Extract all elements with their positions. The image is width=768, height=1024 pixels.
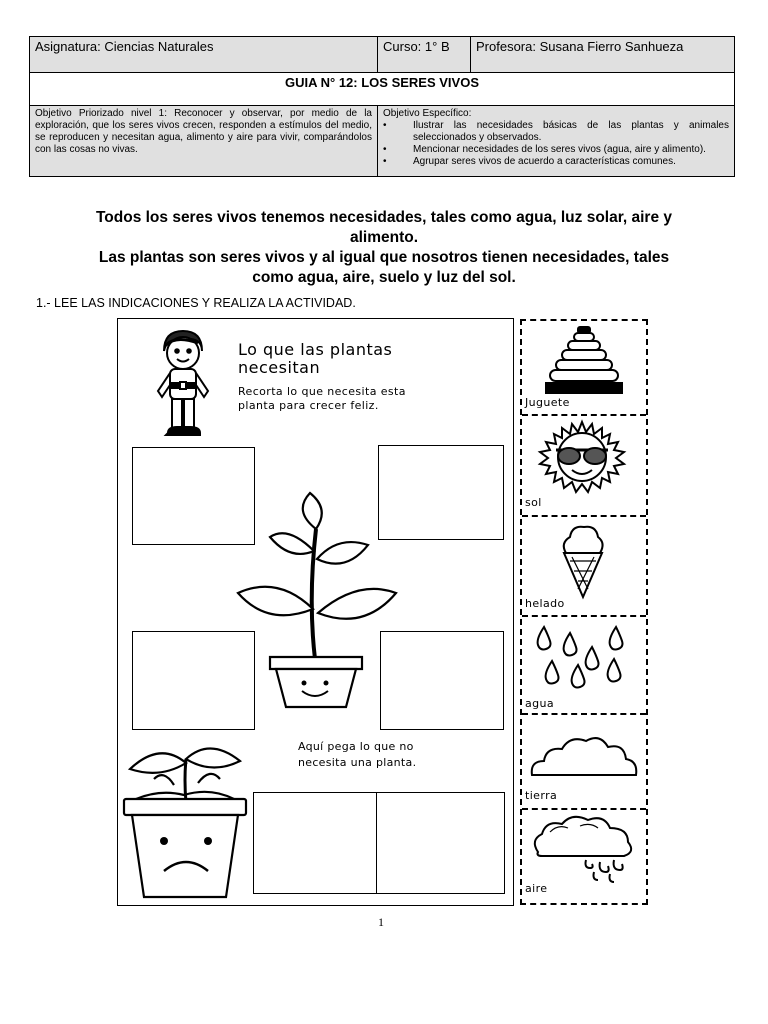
paste-instruction-line: Aquí pega lo que no (298, 740, 414, 753)
paste-instruction (298, 739, 416, 771)
worksheet-instruction-line: planta para crecer feliz. (238, 399, 379, 412)
cutout-label: aire (525, 882, 548, 895)
objective-item-text: Ilustrar las necesidades básicas de las plantas y animales seleccionados y observados. (413, 120, 729, 143)
worksheet-title-line: necesitan (238, 358, 321, 377)
worksheet-title-line: Lo que las plantas (238, 340, 393, 359)
header-table (29, 36, 735, 177)
bullet: • (383, 144, 387, 155)
child-figure-icon (148, 327, 218, 443)
cutout-label: Juguete (525, 396, 570, 409)
paste-box[interactable] (376, 792, 505, 894)
subject-label: Asignatura: Ciencias Naturales (35, 39, 214, 54)
instruction-text: 1.- LEE LAS INDICACIONES Y REALIZA LA ACTIVIDAD. (36, 296, 356, 310)
sun-icon (536, 420, 628, 494)
paste-instruction-line: necesita una planta. (298, 756, 417, 769)
objective-item-text: Agrupar seres vivos de acuerdo a características comunes. (413, 156, 676, 167)
objective-item-text: Mencionar necesidades de los seres vivos (agua, aire y alimento). (413, 144, 706, 155)
intro-line: Las plantas son seres vivos y al igual que nosotros tienen necesidades, tales (98, 249, 670, 266)
cutout-card[interactable] (522, 517, 646, 617)
ice-cream-icon (558, 523, 608, 599)
cutout-strip (520, 319, 648, 905)
bullet: • (383, 156, 387, 167)
intro-paragraph (60, 208, 708, 288)
water-drops-icon (530, 623, 634, 695)
teacher-label: Profesora: Susana Fierro Sanhueza (476, 39, 684, 54)
wind-cloud-icon (528, 814, 640, 884)
cutout-label: tierra (525, 789, 558, 802)
intro-line: como agua, aire, suelo y luz del sol. (252, 269, 516, 286)
toy-stacker-icon (542, 325, 626, 397)
teacher-cell (471, 37, 735, 73)
objective-item (383, 120, 729, 144)
objective-priority: Objetivo Priorizado nivel 1: Reconocer y observar, por medio de la exploración, que los seres vivos crecen, responden a estímulos del medio, se reproducen y necesitan agua, alimento y aire para vivir, comparándolos con las cosas no vivas. (30, 106, 378, 177)
objective-specific-title: Objetivo Específico: (383, 108, 472, 119)
cutout-card[interactable] (522, 715, 646, 810)
sad-plant-icon (120, 739, 250, 901)
cutout-card[interactable] (522, 617, 646, 715)
cutout-card[interactable] (522, 321, 646, 416)
objective-item (383, 144, 729, 156)
objective-specific (378, 106, 735, 177)
page-number: 1 (378, 915, 384, 929)
objective-item (383, 156, 729, 168)
subject-cell (30, 37, 378, 73)
cutout-label: agua (525, 697, 555, 710)
happy-plant-icon (218, 489, 418, 709)
course-cell (378, 37, 471, 73)
cutout-card[interactable] (522, 416, 646, 517)
worksheet-instruction-line: Recorta lo que necesita esta (238, 385, 406, 398)
cutout-label: helado (525, 597, 565, 610)
bullet: • (383, 120, 387, 131)
worksheet (117, 318, 514, 906)
worksheet-instruction (238, 385, 406, 413)
paste-box[interactable] (253, 792, 378, 894)
cutout-card[interactable] (522, 810, 646, 903)
intro-line: Todos los seres vivos tenemos necesidades, tales como agua, luz solar, aire y alimento. (95, 209, 673, 246)
soil-mound-icon (528, 731, 640, 781)
cutout-label: sol (525, 496, 542, 509)
course-label: Curso: 1° B (383, 39, 450, 54)
guide-title: GUIA N° 12: LOS SERES VIVOS (30, 73, 735, 106)
worksheet-title (238, 341, 392, 377)
